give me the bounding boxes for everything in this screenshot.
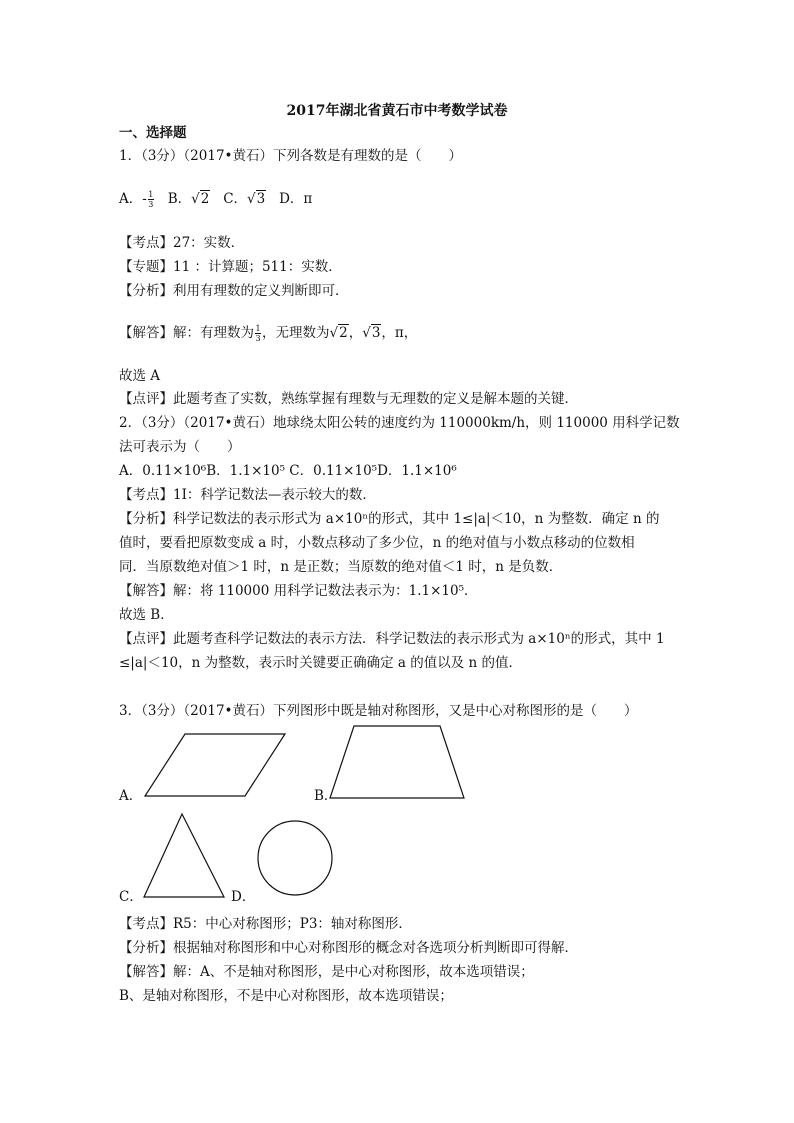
frac-denominator: 3 (148, 200, 154, 209)
trapezoid-figure (328, 722, 468, 802)
q3-kaodian: 【考点】R5：中心对称图形；P3：轴对称图形． (119, 916, 412, 932)
q1-opt-c-label: C． (223, 191, 248, 207)
q2-stem-line1: 2．（3分）（2017•黄石）地球绕太阳公转的速度约为 110000km/h，则 110000 用科学记数 (119, 415, 680, 431)
frac-numerator: 1 (255, 324, 261, 333)
parallelogram-figure (140, 730, 290, 800)
sqrt3-radicand: 3 (256, 191, 266, 207)
q2-fenxi-line2: 值时，要看把原数变成 a 时，小数点移动了多少位，n 的绝对值与小数点移动的位数相 (119, 535, 635, 551)
q2-fenxi-line1: 【分析】科学记数法的表示形式为 a×10ⁿ的形式，其中 1≤|a|＜10，n 为整数．确定 n 的 (119, 511, 660, 527)
q2-options: A．0.11×10⁶B．1.1×10⁵ C．0.11×10⁵D．1.1×10⁶ (119, 463, 457, 479)
q1-jieda-end: ，π， (381, 325, 418, 341)
q2-kaodian: 【考点】1I：科学记数法—表示较大的数． (119, 487, 376, 503)
q1-jieda-mid: ，无理数为 (262, 325, 330, 341)
q1-jieda-fraction (255, 325, 261, 342)
section-heading: 一、选择题 (119, 125, 187, 141)
q3-fenxi: 【分析】根据轴对称图形和中心对称图形的概念对各选项分析判断即可得解． (119, 940, 578, 956)
frac-denominator: 3 (255, 334, 261, 343)
sqrt3-radicand: 3 (371, 325, 381, 341)
q1-zhuanti: 【专题】11 ：计算题；511：实数． (119, 259, 342, 275)
q1-dianping: 【点评】此题考查了实数，熟练掌握有理数与无理数的定义是解本题的关键． (119, 391, 578, 407)
q1-opt-d: D．π (279, 191, 313, 207)
page-title: 2017年湖北省黄石市中考数学试卷 (286, 103, 508, 119)
q3-stem: 3．（3分）（2017•黄石）下列图形中既是轴对称图形，又是中心对称图形的是（ ） (119, 703, 638, 719)
q1-opt-a-label: A． (119, 191, 143, 207)
triangle-figure (140, 810, 230, 900)
frac-numerator: 1 (148, 190, 154, 199)
q2-dianping-line1: 【点评】此题考查科学记数法的表示方法．科学记数法的表示形式为 a×10ⁿ的形式，其中 1 (119, 631, 665, 647)
q1-kaodian: 【考点】27：实数． (119, 235, 245, 251)
q1-jieda: 【解答】解：有理数为 $\frac{1}{3}$ ，无理数为√2，√3，π， (119, 324, 418, 343)
q1-sqrt2: √2 (191, 191, 210, 207)
q3-label-d: D． (231, 889, 256, 905)
circle-figure (250, 818, 340, 898)
q2-stem-line2: 法可表示为（ ） (119, 439, 241, 455)
q1-options (119, 190, 312, 208)
q1-jieda-sqrt3: √3 (362, 325, 381, 341)
q1-jieda-sqrt2: √2 (329, 325, 348, 341)
q3-jieda-line2: B、是轴对称图形，不是中心对称图形，故本选项错误； (119, 988, 453, 1004)
q2-dianping-line2: ≤|a|＜10，n 为整数，表示时关键要正确确定 a 的值以及 n 的值． (119, 655, 523, 671)
q1-opt-b-label: B． (167, 191, 192, 207)
q3-label-a: A． (119, 788, 143, 804)
q1-guxuan: 故选 A (119, 368, 161, 384)
q2-guxuan: 故选 B． (119, 607, 174, 623)
q1-sqrt3: √3 (247, 191, 266, 207)
q1-frac-sign: - (142, 191, 147, 207)
q1-fraction (148, 191, 154, 208)
q1-jieda-pre: 【解答】解：有理数为 (119, 325, 254, 341)
q3-jieda-line1: 【解答】解：A、不是轴对称图形，是中心对称图形，故本选项错误； (119, 964, 534, 980)
q2-jieda: 【解答】解：将 110000 用科学记数法表示为：1.1×10⁵． (119, 583, 478, 599)
q1-stem: 1．（3分）（2017•黄石）下列各数是有理数的是（ ） (119, 148, 462, 164)
sqrt2-radicand: 2 (339, 325, 348, 341)
q2-fenxi-line3: 同．当原数绝对值＞1 时，n 是正数；当原数的绝对值＜1 时，n 是负数． (119, 559, 563, 575)
q1-fenxi: 【分析】利用有理数的定义判断即可． (119, 283, 349, 299)
q3-label-b: B． (314, 788, 338, 804)
sqrt2-radicand: 2 (200, 191, 210, 207)
q3-label-c: C． (119, 889, 143, 905)
